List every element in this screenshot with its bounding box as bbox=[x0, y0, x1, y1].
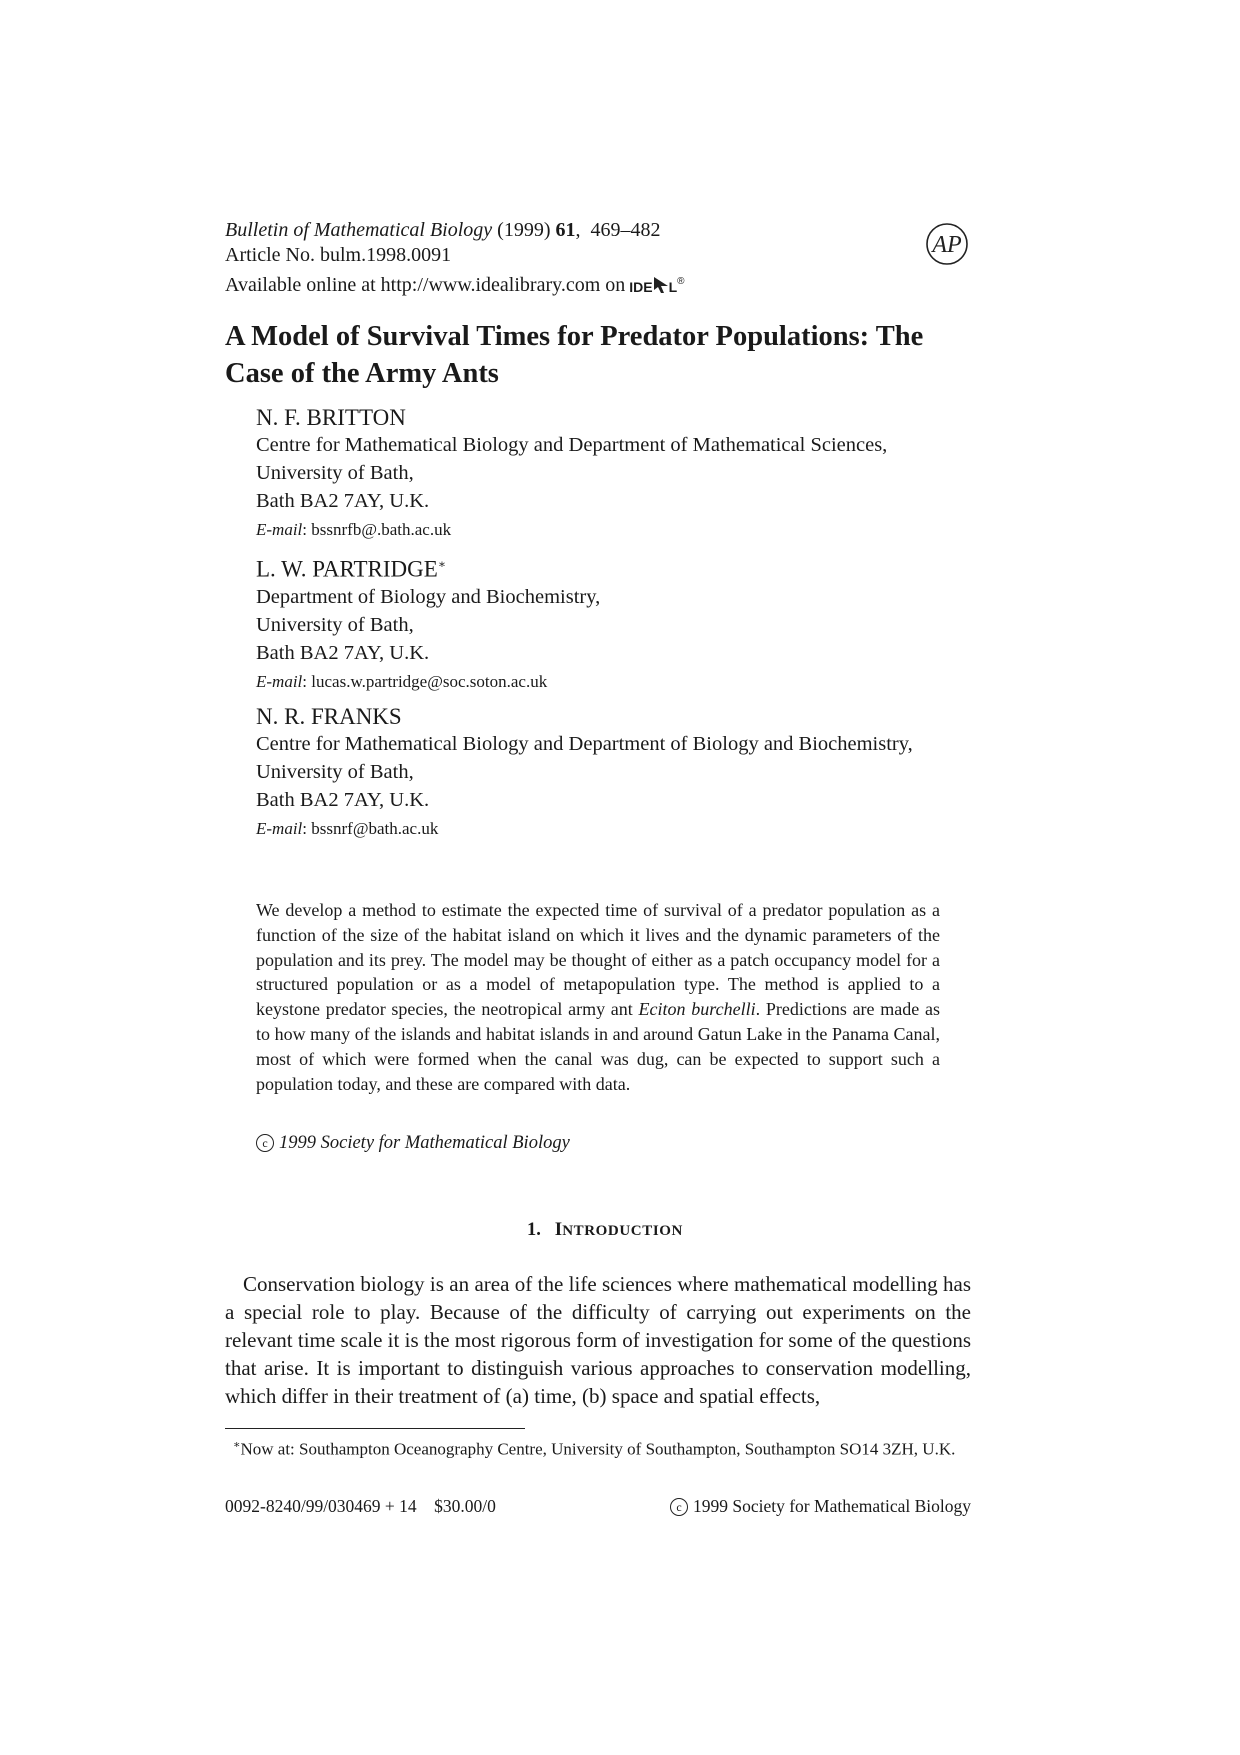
footnote bbox=[225, 1433, 971, 1462]
copyright-icon: c bbox=[670, 1498, 688, 1516]
affiliation-line: Centre for Mathematical Biology and Department of Biology and Biochemistry, bbox=[256, 732, 913, 755]
author-block bbox=[256, 703, 991, 841]
publisher-logo-icon bbox=[925, 222, 969, 266]
footer-copyright-text: 1999 Society for Mathematical Biology bbox=[692, 1496, 971, 1516]
author-name: N. F. BRITTON bbox=[256, 405, 406, 430]
article-price: $30.00/0 bbox=[434, 1496, 496, 1516]
affiliation-line: Bath BA2 7AY, U.K. bbox=[256, 641, 430, 664]
citation-line: Bulletin of Mathematical Biology (1999) 61, 469–482 bbox=[225, 219, 661, 241]
journal-pages: 469–482 bbox=[590, 219, 661, 241]
availability-line bbox=[225, 268, 985, 299]
article-code: 0092-8240/99/030469 + 14 $30.00/0 bbox=[225, 1496, 496, 1516]
section-title-rest: NTRODUCTION bbox=[562, 1223, 683, 1239]
author-email: E-mail: bssnrfb@.bath.ac.uk bbox=[256, 520, 452, 539]
author-name: L. W. PARTRIDGE∗ bbox=[256, 556, 446, 582]
author-name: N. R. FRANKS bbox=[256, 703, 402, 729]
ideal-cursor-icon bbox=[653, 276, 669, 294]
ideal-logo bbox=[629, 269, 684, 300]
affiliation-line: Bath BA2 7AY, U.K. bbox=[256, 490, 430, 512]
email-address: lucas.w.partridge@soc.soton.ac.uk bbox=[311, 671, 548, 691]
abstract-copyright bbox=[256, 1133, 570, 1154]
affiliation-line: University of Bath, bbox=[256, 613, 414, 636]
footnote-text: Now at: Southampton Oceanography Centre, University of Southampton, Southampton SO14 3ZH, U.K. bbox=[240, 1439, 956, 1459]
author-block bbox=[256, 551, 991, 694]
email-address: bssnrf@bath.ac.uk bbox=[311, 818, 439, 838]
footnote-marker: ∗ bbox=[233, 1439, 241, 1451]
ideal-logo-text: IDE bbox=[629, 279, 653, 295]
copyright-icon: c bbox=[256, 1134, 274, 1152]
email-label: E-mail bbox=[256, 520, 303, 539]
journal-name: Bulletin of Mathematical Biology bbox=[225, 219, 493, 241]
affiliation-line: University of Bath, bbox=[256, 462, 414, 484]
species-name: Eciton burchelli bbox=[638, 999, 756, 1020]
affiliation-line: Department of Biology and Biochemistry, bbox=[256, 585, 601, 608]
footnote-marker: ∗ bbox=[437, 557, 446, 571]
availability-text: Available online at http://www.idealibrary.com on bbox=[225, 274, 626, 296]
publisher-logo-text: AP bbox=[932, 232, 962, 258]
affiliation-line: Centre for Mathematical Biology and Department of Mathematical Sciences, bbox=[256, 434, 888, 456]
ideal-logo-reg: ® bbox=[677, 276, 685, 287]
footnote-rule bbox=[225, 1428, 525, 1429]
author-block bbox=[256, 404, 991, 542]
abstract: We develop a method to estimate the expected time of survival of a predator population as a function of the size of the habitat island on which it lives and the dynamic parameters of the population and its prey. The model may be thought of either as a patch occupancy model for a structured population or as a model of metapopulation type. The method is applied to a keystone predator species, the neotropical army ant Eciton burchelli. Predictions are made as to how many of the islands and habitat islands in and around Gatun Lake in the Panama Canal, most of which were formed when the canal was dug, can be expected to support such a population today, and these are compared with data. bbox=[256, 900, 940, 1094]
section-title-initial: I bbox=[554, 1219, 563, 1240]
email-label: E-mail bbox=[256, 671, 303, 691]
author-list bbox=[256, 404, 991, 850]
section-number: 1. bbox=[527, 1220, 541, 1240]
affiliation-line: Bath BA2 7AY, U.K. bbox=[256, 788, 430, 811]
author-email: E-mail: lucas.w.partridge@soc.soton.ac.uk bbox=[256, 671, 548, 691]
article-number: Article No. bulm.1998.0091 bbox=[225, 244, 452, 266]
ideal-logo-suffix: L bbox=[668, 279, 678, 295]
email-address: bssnrfb@.bath.ac.uk bbox=[311, 520, 452, 539]
author-email: E-mail: bssnrf@bath.ac.uk bbox=[256, 818, 439, 838]
journal-volume: 61 bbox=[555, 219, 576, 241]
affiliation-line: University of Bath, bbox=[256, 760, 414, 783]
paper-title: A Model of Survival Times for Predator Populations: The Case of the Army Ants bbox=[225, 321, 924, 389]
footer-copyright bbox=[652, 1496, 971, 1517]
journal-year: (1999) bbox=[497, 219, 551, 241]
body-paragraph: Conservation biology is an area of the life sciences where mathematical modelling has a special role to play. Because of the difficulty of carrying out experiments on the relevant time scale it is the most rigorous form of investigation for some of the questions that arise. It is important to distinguish various approaches to conservation modelling, which differ in their treatment of (a) time, (b) space and spatial effects, bbox=[225, 1272, 971, 1408]
journal-header bbox=[225, 218, 985, 299]
section-heading bbox=[225, 1219, 985, 1241]
email-label: E-mail bbox=[256, 818, 303, 838]
copyright-text: 1999 Society for Mathematical Biology bbox=[279, 1133, 570, 1153]
